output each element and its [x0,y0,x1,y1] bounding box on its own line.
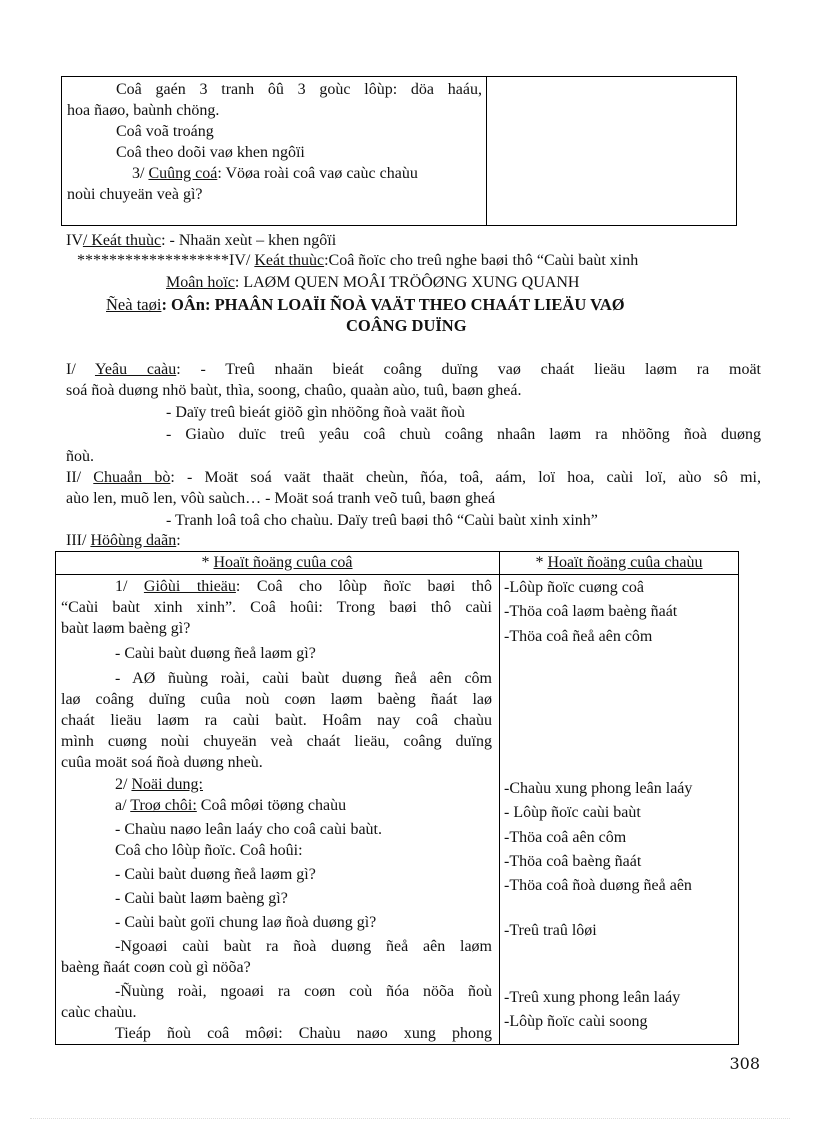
left-line-1: “Caùi baùt xinh xinh”. Coâ hoûi: Trong baøi thô caùi [61,599,492,616]
left2-line-7: baèng ñaát coøn coù gì nöõa? [61,959,251,976]
right-line-7: -Thöa coâ baèng ñaát [504,853,642,870]
tro-choi [115,796,346,816]
chuan-bi-label: Chuaån bò [93,469,171,486]
tro-choi-num: a/ [115,797,131,814]
yeu-cau-line-3: - Daïy treû bieát giöõ gìn nhöõng ñoà vaät ñoù [166,404,466,421]
right-line-6: -Thöa coâ aên côm [504,829,627,846]
header-children-label: Hoaït ñoäng cuûa chaùu [547,554,703,571]
right-line-5: - Lôùp ñoïc caùi baùt [504,804,641,821]
right-line-1: -Lôùp ñoïc cuøng coâ [504,579,644,596]
ket-thuc-text-2: :Coâ ñoïc cho treû nghe baøi thô “Caùi baùt xinh [324,252,639,269]
left-line-2: baùt laøm baèng gì? [61,620,191,637]
right-line-10: -Treû xung phong leân laáy [504,989,681,1006]
ket-thuc-line [66,231,336,251]
noi-dung-num: 2/ [115,776,132,793]
left2-line-10: Tieáp ñoù coâ môøi: Chaùu naøo xung phong [115,1025,492,1042]
left2-line-1: - Chaùu naøo leân laáy cho coâ caùi baùt. [115,821,382,838]
cungco-num: 3/ [132,165,149,182]
box1-cungco-2: noùi chuyeän veà gì? [67,186,203,203]
tro-choi-text: Coâ môøi töøng chaùu [196,797,347,814]
chuan-bi-text: : - Moät soá vaät thaät cheùn, ñóa, toâ, aám, loï hoa, caùi loï, aùo sô mi, [170,469,762,486]
ket-thuc-prefix: IV [66,232,83,249]
box1-line-3: Coâ voã troáng [116,123,214,140]
mon-hoc-text: : LAØM QUEN MOÂI TRÖÔØNG XUNG QUANH [234,274,580,291]
huong-dan-label: Höôùng daãn [90,532,177,549]
noi-dung [115,775,203,795]
ket-thuc-text: : - Nhaän xeùt – khen ngôïi [161,232,337,249]
box1-line-2: hoa ñaøo, baùnh chöng. [67,102,220,119]
de-tai [106,295,625,315]
left-line-5: laø coâng duïng cuûa noù coøn laøm baèng ñaát laø [61,691,492,708]
yeu-cau-prefix: I/ [66,361,95,378]
left-line-3: - Caùi baùt duøng ñeå laøm gì? [115,645,316,662]
yeu-cau-label: Yeâu caàu [94,361,177,378]
table-header-divider [56,574,738,575]
gioi-thieu [115,577,492,597]
gioi-thieu-label: Giôùi thieäu [143,578,236,595]
table-column-divider [499,552,500,1044]
right-line-4: -Chaùu xung phong leân laáy [504,780,693,797]
header-star-2: * [535,554,548,571]
left-line-4: - AØ ñuùng roài, caùi baùt duøng ñeå aên côm [115,670,492,687]
right-line-8: -Thöa coâ ñoà duøng ñeå aên [504,877,692,894]
huong-dan-suffix: : [176,532,181,549]
left-line-7: mình cuøng noùi chuyeän veà chaát lieäu, coâng duïng [61,733,492,750]
huong-dan [66,531,181,551]
table-header-children [499,553,739,573]
box1-line-4: Coâ theo doõi vaø khen ngôïi [116,144,305,161]
header-teacher-label: Hoaït ñoäng cuûa coâ [213,554,353,571]
chuan-bi-prefix: II/ [66,469,94,486]
gioi-thieu-num: 1/ [115,578,144,595]
header-star: * [201,554,214,571]
left2-line-9: caùc chaùu. [61,1004,137,1021]
page-bottom-divider [30,1118,790,1119]
stars-separator: *******************IV/ [77,252,255,269]
right-line-3: -Thöa coâ ñeå aên côm [504,628,653,645]
ket-thuc-label-2: Keát thuùc [254,252,325,269]
right-line-11: -Lôùp ñoïc caùi soong [504,1013,648,1030]
left2-line-4: - Caùi baùt laøm baèng gì? [115,890,288,907]
ket-thuc-label: / Keát thuùc [82,232,162,249]
chuan-bi-line-1 [66,468,761,488]
cungco-text: : Vöøa roài coâ vaø caùc chaùu [217,165,418,182]
mon-hoc [166,273,579,293]
noi-dung-label: Noäi dung: [131,776,203,793]
mon-hoc-label: Moân hoïc [166,274,235,291]
yeu-cau-line-5: ñoù. [66,448,94,465]
table-header-teacher [56,553,498,573]
huong-dan-prefix: III/ [66,532,91,549]
left2-line-2: Coâ cho lôùp ñoïc. Coâ hoûi: [115,842,303,859]
page-number: 308 [729,1054,760,1073]
left2-line-6: -Ngoaøi caùi baùt ra ñoà duøng ñeå aên laøm [115,938,492,955]
right-line-9: -Treû traû lôøi [504,922,597,939]
yeu-cau-text: : - Treû nhaän bieát coâng duïng vaø chaát lieäu laøm ra moät [176,361,761,378]
left-line-8: cuûa moät soá ñoà duøng nheù. [61,754,263,771]
chuan-bi-line-2: aùo len, muõ len, vôù saùch… - Moät soá tranh veõ tuû, baøn gheá [66,490,496,507]
left2-line-5: - Caùi baùt goïi chung laø ñoà duøng gì? [115,914,377,931]
cungco-label: Cuûng coá [148,165,218,182]
chuan-bi-line-3: - Tranh loâ toâ cho chaùu. Daïy treû baøi thô “Caùi baùt xinh xinh” [166,512,598,529]
gioi-thieu-text: : Coâ cho lôùp ñoïc baøi thô [235,578,492,595]
yeu-cau-line-1 [66,360,761,380]
column-divider [486,77,487,225]
de-tai-text: : OÂn: PHAÂN LOAÏI ÑOÀ VAÄT THEO CHAÁT LIEÄU VAØ [161,295,625,314]
right-line-2: -Thöa coâ laøm baèng ñaát [504,603,678,620]
left2-line-3: - Caùi baùt duøng ñeå laøm gì? [115,866,316,883]
yeu-cau-line-4: - Giaùo duïc treû yeâu coâ chuù coâng nhaân laøm ra nhöõng ñoà duøng [166,426,761,443]
yeu-cau-line-2: soá ñoà duøng nhö baùt, thìa, soong, chaûo, quaàn aùo, tuû, baøn gheá. [66,382,522,399]
de-tai-line-2: COÂNG DUÏNG [346,316,467,335]
tro-choi-label: Troø chôi: [130,797,197,814]
left-line-6: chaát lieäu laøm ra caùi baùt. Hoâm nay coâ chaùu [61,712,492,729]
left2-line-8: -Ñuùng roài, ngoaøi ra coøn coù ñóa nöõa ñoù [115,983,492,1000]
box1-line-1: Coâ gaén 3 tranh ôû 3 goùc lôùp: döa haáu, [116,81,482,98]
de-tai-label: Ñeà taøi [106,295,162,314]
box1-cungco [132,164,418,184]
ket-thuc-line-2 [77,251,638,271]
